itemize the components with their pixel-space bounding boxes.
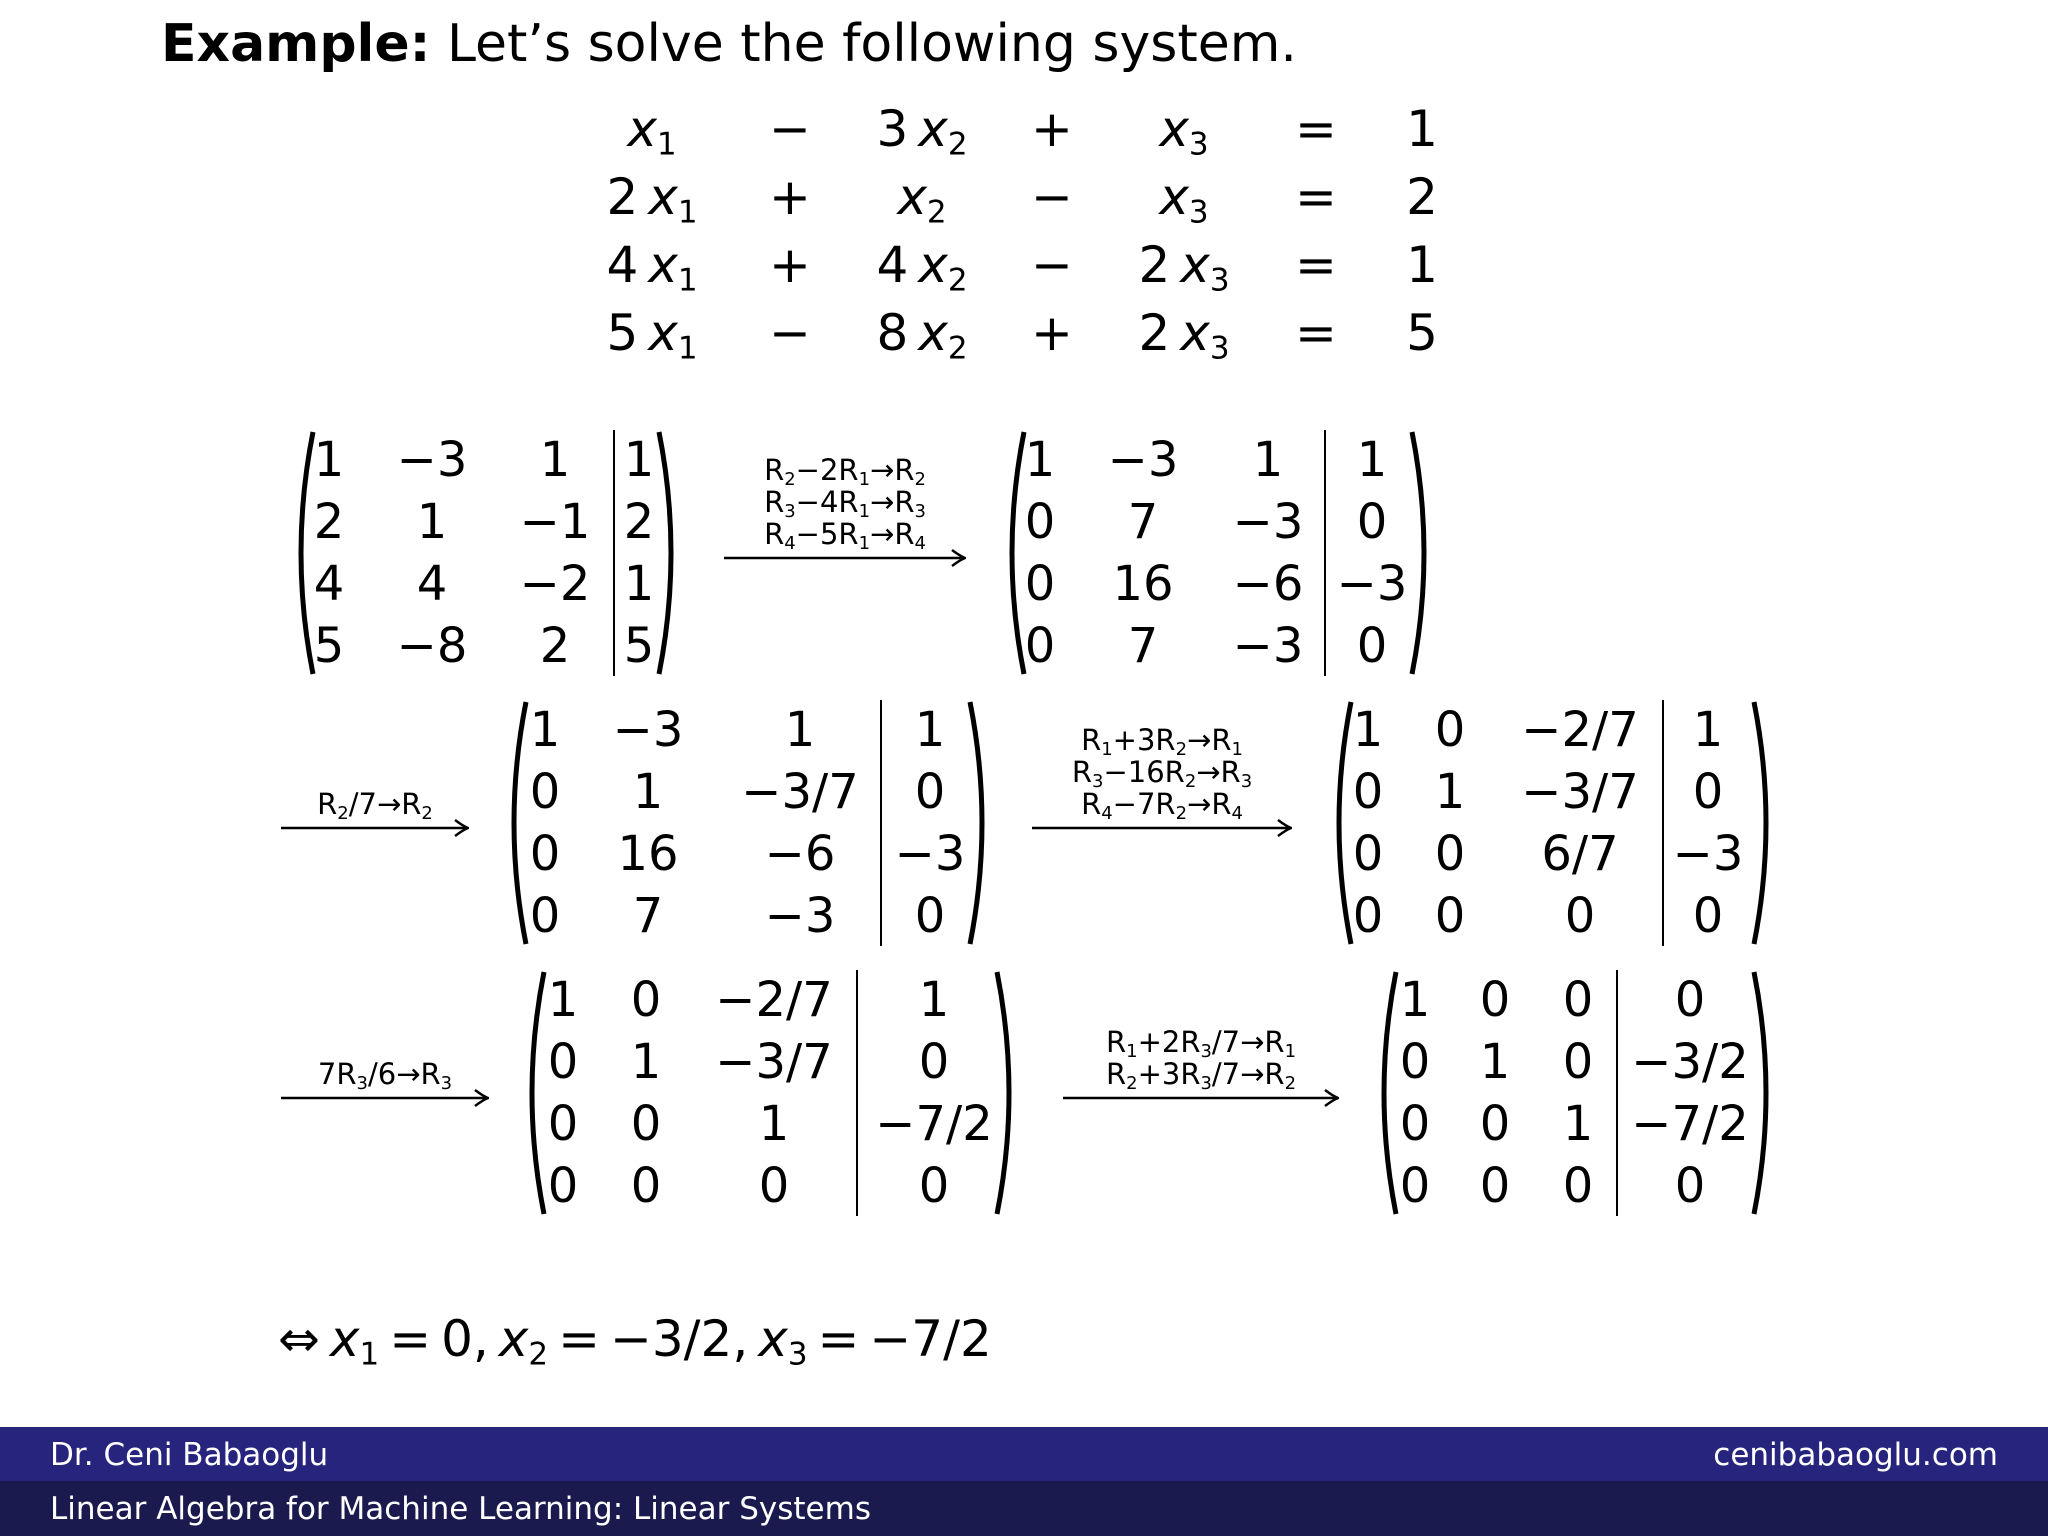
equation-term: 4 $x_2$ [876,236,968,299]
matrix-cell: 1 [630,1034,662,1090]
matrix-cell: 0 [1352,826,1384,882]
equation-term: $x_2$ [897,168,947,231]
augmented-divider [1616,970,1618,1216]
row-operation-arrow [1032,723,1292,840]
matrix-cell: 1 [1356,432,1388,488]
row-operation-arrow [281,787,469,840]
right-parenthesis [1750,698,1780,948]
matrix-cell: 1 [1434,764,1466,820]
matrix-cell: 1 [623,432,655,488]
heading-text: Let’s solve the following system. [446,14,1297,74]
matrix-cell: 0 [918,1158,950,1214]
right-arrow-icon [281,818,469,838]
matrix-cell: 1 [547,972,579,1028]
equation-term: $x_3$ [1159,100,1209,163]
matrix-cell: −3/7 [1521,764,1639,820]
equation-term: 2 $x_1$ [606,168,698,231]
matrix-cell: 2 [539,618,571,674]
augmented-matrix [518,968,1023,1218]
footer-course: Linear Algebra for Machine Learning: Linear Systems [50,1491,871,1527]
matrix-cell: −3 [1672,826,1744,882]
row-operation-arrow [724,453,966,570]
matrix-cell: 1 [1479,1034,1511,1090]
matrix-cell: 4 [416,556,448,612]
matrix-cell: 0 [1562,972,1594,1028]
matrix-cell: 1 [918,972,950,1028]
matrix-cell: 0 [1399,1034,1431,1090]
equation-term: + [1031,100,1073,158]
matrix-cell: −1 [519,494,591,550]
matrix-cell: −3 [1232,618,1304,674]
equation-term: 3 $x_2$ [876,100,968,163]
matrix-cell: 0 [1562,1158,1594,1214]
matrix-cell: 1 [914,702,946,758]
matrix-cell: 7 [632,888,664,944]
matrix-cell: 0 [1479,972,1511,1028]
matrix-cell: 1 [1352,702,1384,758]
right-parenthesis [966,698,996,948]
matrix-cell: −2/7 [715,972,833,1028]
matrix-cell: 1 [313,432,345,488]
matrix-cell: −2/7 [1521,702,1639,758]
operation-label: $R_1+2R_3/7\to R_1$ [1105,1025,1297,1063]
matrix-cell: 1 [1399,972,1431,1028]
matrix-cell: 0 [1562,1034,1594,1090]
equation-term: 2 [1406,168,1438,226]
matrix-cell: 1 [1252,432,1284,488]
equation-term: = [1295,168,1337,226]
left-parenthesis [998,428,1028,678]
matrix-cell: 0 [1434,826,1466,882]
augmented-matrix [1325,698,1780,948]
matrix-cell: 1 [529,702,561,758]
matrix-cell: 1 [1692,702,1724,758]
left-parenthesis [287,428,317,678]
equation-term: 2 $x_3$ [1138,304,1230,367]
footer-author-bar [0,1427,2048,1481]
matrix-cell: 0 [1479,1096,1511,1152]
equation-term: − [769,304,811,362]
matrix-cell: 0 [1024,556,1056,612]
matrix-cell: 1 [539,432,571,488]
matrix-cell: 1 [623,556,655,612]
equation-term: 5 [1406,304,1438,362]
heading-bold: Example: [161,14,431,74]
matrix-cell: −3 [764,888,836,944]
matrix-cell: 0 [630,972,662,1028]
augmented-divider [856,970,858,1216]
matrix-cell: 5 [623,618,655,674]
matrix-cell: 0 [1674,972,1706,1028]
matrix-cell: 1 [758,1096,790,1152]
matrix-cell: −6 [1232,556,1304,612]
matrix-cell: 0 [1399,1158,1431,1214]
matrix-cell: 0 [547,1158,579,1214]
matrix-cell: −3 [612,702,684,758]
footer-author: Dr. Ceni Babaoglu [50,1437,329,1473]
equation-term: 5 $x_1$ [606,304,698,367]
operation-label: $R_4-5R_1\to R_4$ [764,517,926,555]
matrix-cell: −3 [1232,494,1304,550]
left-parenthesis [1370,968,1400,1218]
equation-term: + [769,168,811,226]
matrix-cell: 6/7 [1541,826,1619,882]
matrix-cell: 0 [547,1034,579,1090]
operation-label: $7R_3/6\to R_3$ [317,1057,453,1095]
equation-term: + [1031,304,1073,362]
matrix-cell: 0 [1674,1158,1706,1214]
left-parenthesis [518,968,548,1218]
equation-term: − [769,100,811,158]
augmented-matrix [998,428,1438,678]
footer-course-bar [0,1481,2048,1536]
right-arrow-icon [1063,1088,1339,1108]
matrix-cell: 16 [1112,556,1174,612]
augmented-divider [1324,430,1326,676]
matrix-cell: 0 [1352,764,1384,820]
right-parenthesis [993,968,1023,1218]
matrix-cell: 16 [617,826,679,882]
equation-term: 4 $x_1$ [606,236,698,299]
matrix-cell: −8 [396,618,468,674]
matrix-cell: 1 [1562,1096,1594,1152]
augmented-matrix [287,428,685,678]
operation-label: $R_3-4R_1\to R_3$ [764,485,926,523]
matrix-cell: 0 [914,764,946,820]
row-operation-arrow [1063,1025,1339,1110]
matrix-cell: −3 [1107,432,1179,488]
matrix-cell: 7 [1127,618,1159,674]
augmented-matrix [500,698,996,948]
equation-term: = [1295,236,1337,294]
matrix-cell: 0 [1479,1158,1511,1214]
matrix-cell: 0 [1024,618,1056,674]
matrix-cell: 0 [1356,618,1388,674]
equation-term: − [1031,168,1073,226]
matrix-cell: 0 [914,888,946,944]
equation-term: 1 [1406,100,1438,158]
matrix-cell: −7/2 [1631,1096,1749,1152]
augmented-divider [880,700,882,946]
left-parenthesis [1325,698,1355,948]
matrix-cell: −3/2 [1631,1034,1749,1090]
matrix-cell: 0 [1399,1096,1431,1152]
matrix-cell: 0 [529,888,561,944]
matrix-cell: 1 [784,702,816,758]
matrix-cell: 1 [632,764,664,820]
matrix-cell: −3/7 [715,1034,833,1090]
matrix-cell: −3 [396,432,468,488]
matrix-cell: 0 [1352,888,1384,944]
footer-website: cenibabaoglu.com [1713,1437,1998,1473]
equation-term: 2 $x_3$ [1138,236,1230,299]
matrix-cell: 0 [630,1096,662,1152]
matrix-cell: 0 [1692,764,1724,820]
augmented-matrix [1370,968,1780,1218]
equation-term: $x_3$ [1159,168,1209,231]
matrix-cell: 1 [416,494,448,550]
matrix-cell: −6 [764,826,836,882]
operation-label: $R_2/7\to R_2$ [317,787,433,825]
equation-term: 8 $x_2$ [876,304,968,367]
operation-label: $R_3-16R_2\to R_3$ [1071,755,1253,793]
matrix-cell: −3 [1336,556,1408,612]
matrix-cell: 2 [313,494,345,550]
matrix-cell: 0 [529,764,561,820]
equation-term: 1 [1406,236,1438,294]
matrix-cell: 0 [1024,494,1056,550]
right-arrow-icon [1032,818,1292,838]
matrix-cell: 4 [313,556,345,612]
matrix-cell: 0 [918,1034,950,1090]
equation-term: = [1295,304,1337,362]
matrix-cell: 0 [1434,888,1466,944]
solution: ⇔ $x_1 = 0$, $x_2 = -3/2$, $x_3 = -7/2$ [278,1310,992,1373]
matrix-cell: −7/2 [875,1096,993,1152]
matrix-cell: −3 [894,826,966,882]
operation-label: $R_1+3R_2\to R_1$ [1081,723,1243,761]
matrix-cell: 0 [547,1096,579,1152]
equation-term: $x_1$ [627,100,677,163]
matrix-cell: 0 [758,1158,790,1214]
right-parenthesis [655,428,685,678]
equation-term: = [1295,100,1337,158]
right-parenthesis [1750,968,1780,1218]
augmented-divider [1662,700,1664,946]
left-parenthesis [500,698,530,948]
matrix-cell: 2 [623,494,655,550]
matrix-cell: 0 [1356,494,1388,550]
operation-label: $R_2-2R_1\to R_2$ [764,453,926,491]
matrix-cell: −3/7 [741,764,859,820]
matrix-cell: 0 [1692,888,1724,944]
matrix-cell: 0 [1434,702,1466,758]
right-arrow-icon [281,1088,489,1108]
matrix-cell: 7 [1127,494,1159,550]
matrix-cell: 0 [630,1158,662,1214]
equation-term: − [1031,236,1073,294]
operation-label: $R_4-7R_2\to R_4$ [1081,787,1243,825]
matrix-cell: −2 [519,556,591,612]
equation-term: + [769,236,811,294]
matrix-cell: 0 [529,826,561,882]
row-operation-arrow [281,1057,489,1110]
right-parenthesis [1408,428,1438,678]
matrix-cell: 0 [1564,888,1596,944]
matrix-cell: 1 [1024,432,1056,488]
matrix-cell: 5 [313,618,345,674]
augmented-divider [613,430,615,676]
right-arrow-icon [724,548,966,568]
operation-label: $R_2+3R_3/7\to R_2$ [1105,1057,1297,1095]
slide-heading [161,14,1297,74]
